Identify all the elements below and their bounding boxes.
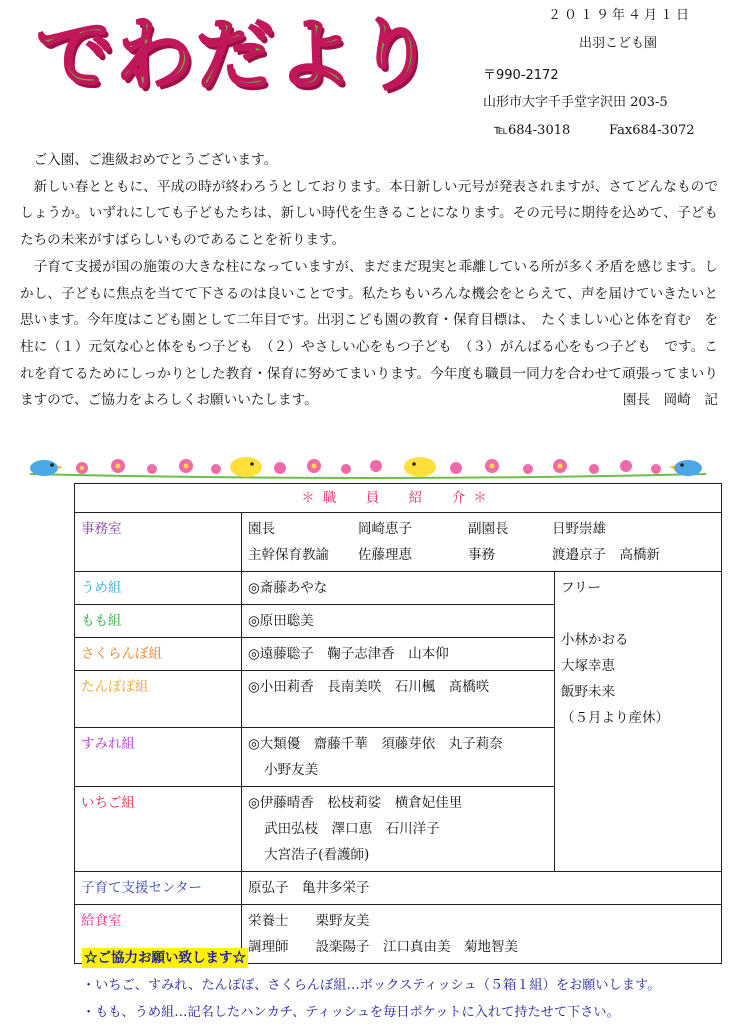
- request-item: ・もも、うめ組…記名したハンカチ、ティッシュを毎日ポケットに入れて持たせて下さい。: [82, 1005, 620, 1020]
- office-person: 佐藤理恵: [358, 547, 412, 563]
- office-person: 日野崇雄: [552, 521, 606, 537]
- chick-icon: [404, 457, 436, 477]
- kitchen-label: 給食室: [75, 905, 242, 964]
- signature: 園長 岡崎 記: [622, 392, 718, 409]
- class-momo-label: もも組: [75, 605, 242, 638]
- letter-paragraph: 新しい春とともに、平成の時が終わろうとしております。本日新しい元号が発表されますが、さてどんなものでしょうか。いずれにしても子どもたちは、新しい時代を生きることになります。その元号に期待を込めて、子どもたちの未来がすばらしいものであることを祈ります。: [20, 178, 718, 249]
- support-center-members: 原弘子 亀井多栄子: [242, 872, 722, 905]
- staff-table-title: ＊職 員 紹 介＊: [75, 484, 722, 513]
- address: 山形市大字千手堂字沢田 203-5: [483, 95, 668, 110]
- free-staff-cell: [555, 572, 722, 872]
- class-momo-members: ◎原田聡美: [242, 605, 555, 638]
- class-sumire-label: すみれ組: [75, 728, 242, 787]
- member-line: 調理師 設楽陽子 江口真由美 菊地智美: [248, 939, 518, 955]
- dept-office-label: 事務室: [75, 513, 242, 572]
- bird-icon: [30, 460, 63, 476]
- member-line: 小野友美: [264, 762, 319, 778]
- member-line: 栄養士 栗野友美: [248, 913, 370, 929]
- free-member: 大塚幸恵: [561, 658, 615, 674]
- kitchen-members: [242, 905, 722, 964]
- chick-icon: [230, 457, 262, 477]
- class-ume-members: ◎斎藤あやな: [242, 572, 555, 605]
- office-role: 園長: [248, 521, 275, 537]
- member-line: ◎伊藤晴香 松枝莉娑 横倉妃佳里: [248, 795, 463, 811]
- office-person: 渡邉京子 高橋新: [552, 547, 660, 563]
- free-member: 飯野未来: [561, 684, 615, 700]
- class-tanpopo-members: ◎小田莉香 長南美咲 石川楓 髙橋咲: [242, 671, 555, 728]
- request-heading: ☆ご協力お願い致します☆: [84, 950, 246, 966]
- office-role: 事務: [468, 547, 495, 563]
- telephone: ℡684-3018: [494, 123, 571, 138]
- free-label: フリー: [561, 580, 601, 596]
- office-line: [248, 542, 715, 568]
- staff-table: [74, 483, 722, 964]
- free-member-note: （５月より産休）: [561, 710, 669, 726]
- dept-office-members: [242, 513, 722, 572]
- office-person: 岡崎恵子: [358, 521, 412, 537]
- class-ichigo-label: いちご組: [75, 787, 242, 872]
- request-item: ・いちご、すみれ、たんぽぽ、さくらんぼ組…ボックスティッシュ（５箱１組）をお願いします。: [82, 978, 661, 993]
- issue-date: ２０１９年４月１日: [548, 8, 693, 23]
- class-ichigo-members: [242, 787, 555, 872]
- member-line: 大宮浩子(看護師): [264, 847, 370, 863]
- office-role: 副園長: [468, 521, 509, 537]
- class-sakuranbo-label: さくらんぼ組: [75, 638, 242, 671]
- office-role: 主幹保育教諭: [248, 547, 329, 563]
- class-sumire-members: [242, 728, 555, 787]
- masthead-title: でわだより: [36, 11, 437, 101]
- member-line: 武田弘枝 澤口恵 石川洋子: [264, 821, 440, 837]
- free-member: 小林かおる: [561, 632, 629, 648]
- letter-paragraph: ご入園、ご進級おめでとうございます。: [33, 152, 278, 168]
- member-line: ◎大類優 齋藤千華 須藤芽依 丸子莉奈: [248, 736, 503, 752]
- class-tanpopo-label: たんぽぽ組: [75, 671, 242, 728]
- flower-icons: [76, 459, 661, 474]
- support-center-label: 子育て支援センター: [75, 872, 242, 905]
- fax-number: Fax684-3072: [609, 123, 695, 138]
- postal-code: 〒990-2172: [483, 68, 559, 83]
- greeting-letter: [20, 147, 718, 414]
- class-ume-label: うめ組: [75, 572, 242, 605]
- bird-icon: [669, 460, 702, 476]
- flower-garland-decoration: [0, 452, 736, 482]
- letter-paragraph: 子育て支援が国の施策の大きな柱になっていますが、まだまだ現実と乖離している所が多く矛盾を感じます。しかし、子どもに焦点を当てて下さるのは良いことです。私たちもいろんな機会をとらえて、声を届けていきたいと思います。今年度はこども園として二年目です。出羽こども園の教育・保育目標は、 たくましい心と体を育む を柱に（１）元気な心と体をもつ子ども （２）やさしい心をもつ子ども （３）がんばる心をもつ子ども です。これを育てるためにしっかりとした教育・保育に努めてまいります。今年度も職員一同力を合わせて頑張ってまいりますので、ご協力をよろしくお願いいたします。: [20, 258, 718, 409]
- office-line: [248, 516, 715, 542]
- organization-name: 出羽こども園: [579, 36, 658, 51]
- class-sakuranbo-members: ◎遠藤聡子 鞠子志津香 山本仰: [242, 638, 555, 671]
